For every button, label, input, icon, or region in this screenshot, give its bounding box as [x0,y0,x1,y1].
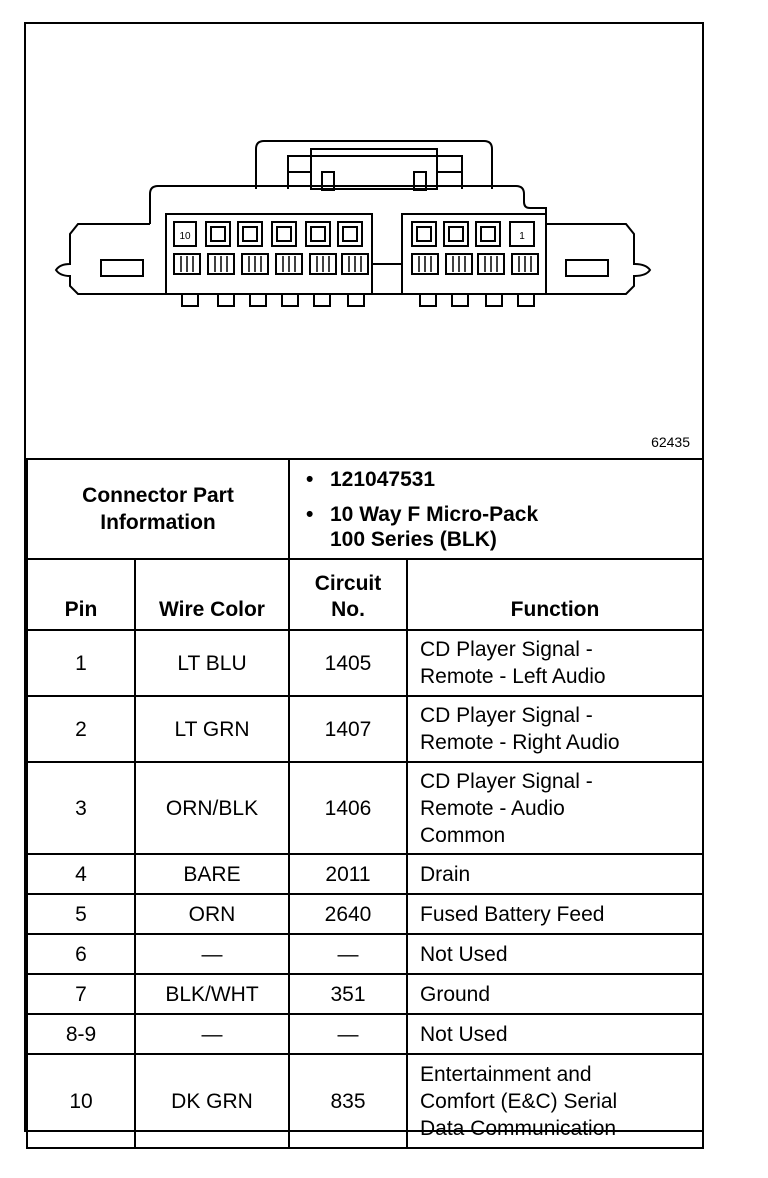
pin-label-right: 1 [519,231,525,242]
connector-description: • 10 Way F Micro-Pack [330,501,702,528]
circuit-number: 351 [289,974,407,1014]
table-row [27,762,703,854]
pin-function [407,1054,703,1148]
table-row [27,630,703,696]
pin-function [407,854,703,894]
function-line: CD Player Signal - [420,704,593,727]
pin-table [26,558,704,1149]
info-title-line2: Information [100,511,216,534]
pin-label-left: 10 [179,231,191,242]
header-wire-color: Wire Color [135,559,289,630]
table-row [27,1054,703,1148]
pin-function [407,894,703,934]
pin-number: 10 [27,1054,135,1148]
pin-number: 1 [27,630,135,696]
pin-function [407,762,703,854]
circuit-number: 1407 [289,696,407,762]
pin-number: 8-9 [27,1014,135,1054]
wire-color: BLK/WHT [135,974,289,1014]
header-circuit [289,559,407,630]
connector-diagram [26,24,702,460]
function-line: Remote - Right Audio [420,731,620,754]
connector-info-table [26,458,704,560]
wire-color: — [135,1014,289,1054]
wire-color: DK GRN [135,1054,289,1148]
function-line: CD Player Signal - [420,638,593,661]
circuit-number: 2011 [289,854,407,894]
wire-color: ORN/BLK [135,762,289,854]
header-circuit-line1: Circuit [314,572,382,595]
function-line: Not Used [420,1022,508,1046]
pin-number: 3 [27,762,135,854]
header-pin: Pin [27,559,135,630]
table-row [27,1014,703,1054]
table-row [27,934,703,974]
table-row [27,696,703,762]
info-title-line1: Connector Part [82,484,234,507]
connector-info-details [289,459,703,559]
wire-color: LT BLU [135,630,289,696]
function-line: Remote - Left Audio [420,665,606,688]
wire-color: BARE [135,854,289,894]
wire-color: ORN [135,894,289,934]
pin-number: 6 [27,934,135,974]
pin-number: 5 [27,894,135,934]
function-line: Data Communication [420,1116,617,1140]
function-line: CD Player Signal - [420,769,593,793]
function-line: Remote - Audio [420,796,565,820]
circuit-number: 835 [289,1054,407,1148]
circuit-number: 2640 [289,894,407,934]
function-line: Fused Battery Feed [420,902,605,926]
circuit-number: 1406 [289,762,407,854]
function-line: Comfort (E&C) Serial [420,1089,618,1113]
circuit-number: — [289,934,407,974]
pin-number: 4 [27,854,135,894]
figure-number: 62435 [651,434,690,450]
table-row [27,894,703,934]
pin-function [407,1014,703,1054]
pin-table-header [27,559,703,630]
part-number: • 121047531 [330,466,702,493]
wire-color: LT GRN [135,696,289,762]
circuit-number: 1405 [289,630,407,696]
connector-description-cont: 100 Series (BLK) [330,527,497,551]
pin-function [407,696,703,762]
table-row [27,974,703,1014]
connector-info-title [27,459,289,559]
table-row [27,854,703,894]
pin-number: 7 [27,974,135,1014]
pin-function [407,934,703,974]
pin-function [407,630,703,696]
function-line: Drain [420,862,471,886]
header-function: Function [407,559,703,630]
wire-color: — [135,934,289,974]
circuit-number: — [289,1014,407,1054]
pin-function [407,974,703,1014]
connector-sheet [24,22,704,1140]
function-line: Not Used [420,942,508,966]
function-line: Entertainment and [420,1062,592,1086]
connector-drawing [26,24,702,458]
function-line: Common [420,823,506,847]
header-circuit-line2: No. [331,598,365,621]
pin-number: 2 [27,696,135,762]
function-line: Ground [420,982,491,1006]
